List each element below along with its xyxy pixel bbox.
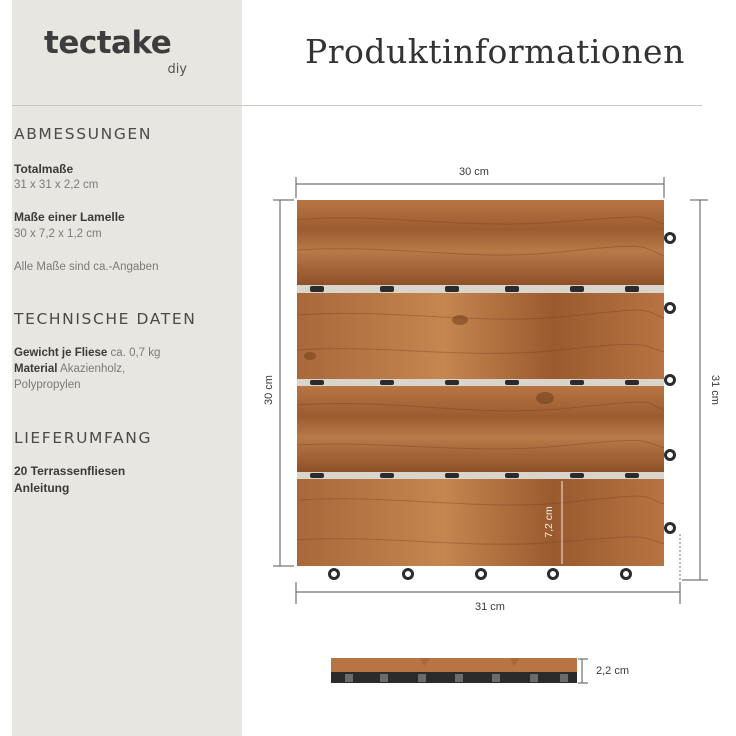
brand-name: tectake: [44, 25, 172, 61]
tile-side-profile: [331, 658, 577, 683]
dimension-left-label: 30 cm: [263, 375, 275, 405]
slat-dimensions-label: Maße einer Lamelle: [14, 210, 125, 224]
slat-2: [297, 293, 664, 379]
weight-value: ca. 0,7 kg: [110, 347, 161, 359]
page-title: Produktinformationen: [305, 32, 685, 71]
tile-clips-bottom: [330, 570, 631, 579]
slat-dimensions-value: 30 x 7,2 x 1,2 cm: [14, 228, 102, 240]
section-heading-technische-daten: TECHNISCHE DATEN: [14, 310, 197, 328]
total-dimensions-value: 31 x 31 x 2,2 cm: [14, 179, 99, 191]
dimension-left: [263, 200, 294, 566]
tile-clips-right: [666, 234, 675, 533]
dimension-right: [682, 200, 721, 580]
section-heading-lieferumfang: LIEFERUMFANG: [14, 429, 153, 447]
dimensions-note: Alle Maße sind ca.-Angaben: [14, 261, 159, 273]
material-value: Akazienholz,: [60, 363, 126, 375]
dimension-thickness-label: 2,2 cm: [596, 665, 630, 677]
dimension-bottom-label: 31 cm: [475, 601, 505, 613]
brand-sub: diy: [167, 62, 187, 77]
dimension-thickness: [578, 659, 629, 683]
material-label: Material: [14, 363, 58, 375]
delivery-item-tiles: 20 Terrassenfliesen: [14, 464, 126, 478]
dimension-right-label: 31 cm: [709, 375, 721, 405]
slat-3: [297, 386, 664, 472]
section-heading-abmessungen: ABMESSUNGEN: [14, 125, 153, 143]
weight-label: Gewicht je Fliese: [14, 347, 108, 359]
material-value-2: Polypropylen: [14, 379, 81, 391]
slat-1: [297, 200, 664, 285]
total-dimensions-label: Totalmaße: [14, 162, 74, 176]
slat-4: [297, 479, 664, 566]
dimension-slat-label: 7,2 cm: [543, 506, 555, 538]
dimension-top: [296, 166, 664, 198]
delivery-item-manual: Anleitung: [14, 481, 70, 495]
dimension-top-label: 30 cm: [459, 166, 489, 178]
